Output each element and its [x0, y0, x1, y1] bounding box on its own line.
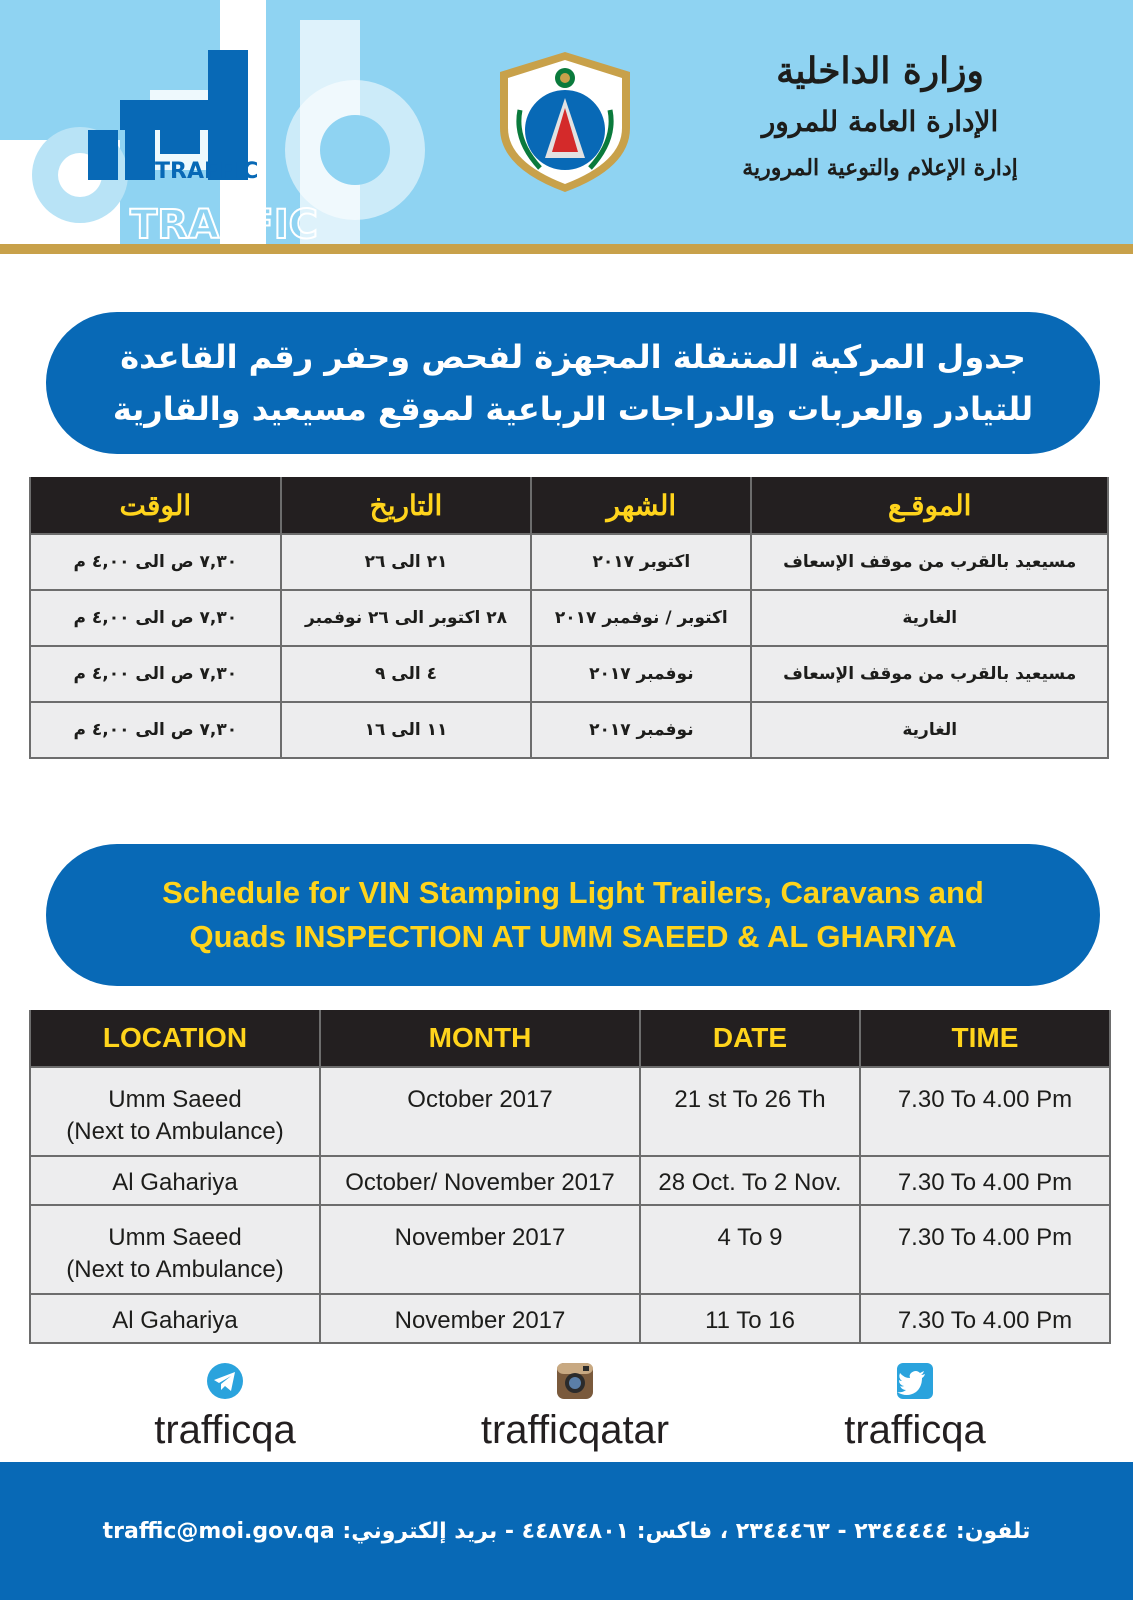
time-cell: 7.30 To 4.00 Pm	[860, 1294, 1110, 1343]
telegram-link[interactable]	[110, 1362, 340, 1453]
english-title-banner	[46, 844, 1100, 986]
location-cell: مسيعيد بالقرب من موقف الإسعاف	[751, 646, 1108, 702]
table-row	[30, 1067, 1110, 1156]
instagram-icon	[556, 1362, 594, 1400]
column-header-time: الوقت	[30, 477, 281, 534]
date-cell: 11 To 16	[640, 1294, 860, 1343]
location-cell	[30, 1205, 320, 1294]
table-row	[30, 1205, 1110, 1294]
twitter-handle[interactable]: trafficqa	[844, 1408, 986, 1452]
time-cell: ٧,٣٠ ص الى ٤,٠٠ م	[30, 590, 281, 646]
location-cell: Al Gahariya	[30, 1156, 320, 1205]
table-row	[30, 1294, 1110, 1343]
month-cell: October 2017	[320, 1067, 640, 1156]
column-header-time: TIME	[860, 1010, 1110, 1067]
location-cell: مسيعيد بالقرب من موقف الإسعاف	[751, 534, 1108, 590]
location-cell	[30, 1067, 320, 1156]
arabic-title-banner	[46, 312, 1100, 454]
time-cell: 7.30 To 4.00 Pm	[860, 1205, 1110, 1294]
month-cell: اكتوبر / نوفمبر ٢٠١٧	[531, 590, 751, 646]
arabic-title-line-2: للتيادر والعربات والدراجات الرباعية لموقع مسيعيد والقارية	[112, 390, 1034, 428]
column-header-month: MONTH	[320, 1010, 640, 1067]
traffic-department-emblem	[490, 48, 640, 196]
location-cell: الغارية	[751, 702, 1108, 758]
ministry-line-2: الإدارة العامة للمرور	[761, 105, 999, 138]
header	[0, 0, 1133, 248]
table-row	[30, 1156, 1110, 1205]
month-cell: November 2017	[320, 1294, 640, 1343]
column-header-date: التاريخ	[281, 477, 532, 534]
ministry-line-1: وزارة الداخلية	[776, 50, 984, 92]
english-title-line-1: Schedule for VIN Stamping Light Trailers, Caravans and	[162, 875, 984, 910]
table-header-row	[30, 1010, 1110, 1067]
location-note: (Next to Ambulance)	[66, 1256, 284, 1283]
arabic-schedule-table	[29, 477, 1109, 759]
time-cell: 7.30 To 4.00 Pm	[860, 1156, 1110, 1205]
date-cell: ٤ الى ٩	[281, 646, 532, 702]
ministry-title	[735, 44, 1025, 190]
twitter-link[interactable]	[800, 1362, 1030, 1453]
date-cell: 4 To 9	[640, 1205, 860, 1294]
month-cell: نوفمبر ٢٠١٧	[531, 702, 751, 758]
instagram-handle[interactable]: trafficqatar	[480, 1408, 670, 1452]
date-cell: 28 Oct. To 2 Nov.	[640, 1156, 860, 1205]
english-title-line-2: Quads INSPECTION AT UMM SAEED & AL GHARIYA	[189, 919, 957, 954]
date-cell: ٢١ الى ٢٦	[281, 534, 532, 590]
location-name: Umm Saeed	[108, 1086, 242, 1113]
month-cell: اكتوبر ٢٠١٧	[531, 534, 751, 590]
location-name: Umm Saeed	[108, 1224, 242, 1251]
month-cell: نوفمبر ٢٠١٧	[531, 646, 751, 702]
time-cell: ٧,٣٠ ص الى ٤,٠٠ م	[30, 702, 281, 758]
table-row	[30, 534, 1108, 590]
date-cell: 21 st To 26 Th	[640, 1067, 860, 1156]
telegram-icon	[206, 1362, 244, 1400]
table-row	[30, 646, 1108, 702]
ministry-line-3: إدارة الإعلام والتوعية المرورية	[742, 155, 1018, 181]
time-cell: 7.30 To 4.00 Pm	[860, 1067, 1110, 1156]
location-cell: Al Gahariya	[30, 1294, 320, 1343]
brand-watermark: TRAFFIC	[130, 202, 318, 244]
table-row	[30, 590, 1108, 646]
table-header-row	[30, 477, 1108, 534]
time-cell: ٧,٣٠ ص الى ٤,٠٠ م	[30, 534, 281, 590]
brand-latin: TRAFFIC	[155, 159, 259, 184]
date-cell: ٢٨ اكتوبر الى ٢٦ نوفمبر	[281, 590, 532, 646]
column-header-month: الشهر	[531, 477, 751, 534]
time-cell: ٧,٣٠ ص الى ٤,٠٠ م	[30, 646, 281, 702]
date-cell: ١١ الى ١٦	[281, 702, 532, 758]
location-cell: الغارية	[751, 590, 1108, 646]
english-schedule-table	[29, 1010, 1111, 1344]
footer-contact-bar	[0, 1462, 1133, 1600]
column-header-location: LOCATION	[30, 1010, 320, 1067]
arabic-title-line-1: جدول المركبة المتنقلة المجهزة لفحص وحفر رقم القاعدة	[120, 338, 1026, 376]
location-note: (Next to Ambulance)	[66, 1118, 284, 1145]
month-cell: October/ November 2017	[320, 1156, 640, 1205]
month-cell: November 2017	[320, 1205, 640, 1294]
column-header-location: الموقـع	[751, 477, 1108, 534]
traffic-logo-art	[0, 0, 440, 244]
twitter-icon	[896, 1362, 934, 1400]
column-header-date: DATE	[640, 1010, 860, 1067]
table-row	[30, 702, 1108, 758]
telegram-handle[interactable]: trafficqa	[154, 1408, 296, 1452]
contact-info: تلفون: ٢٣٤٤٤٤٤ - ٢٣٤٤٤٦٣ ، فاكس: ٤٤٨٧٤٨٠١ - بريد إلكتروني: traffic@moi.gov.qa	[102, 1518, 1031, 1544]
header-gold-rule	[0, 244, 1133, 254]
instagram-link[interactable]	[440, 1362, 710, 1453]
